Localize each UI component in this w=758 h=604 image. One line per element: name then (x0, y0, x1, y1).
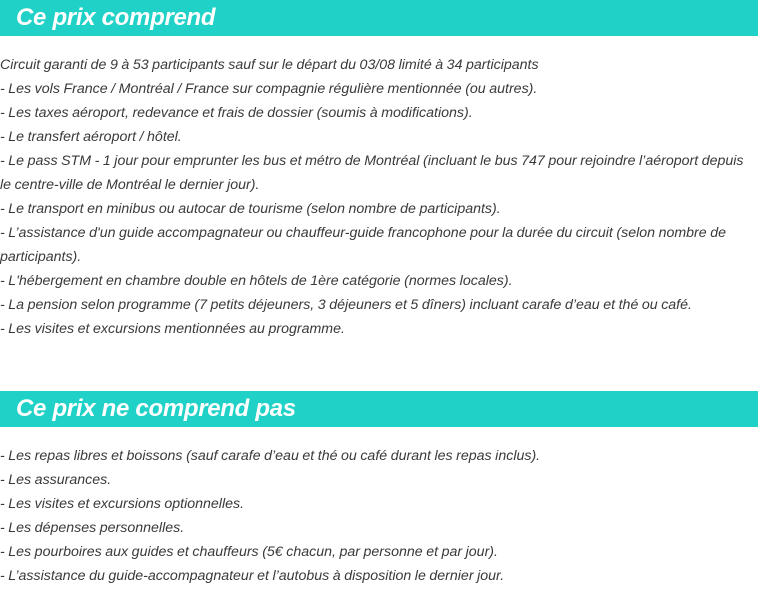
includes-item: - Le transfert aéroport / hôtel. (0, 129, 182, 145)
excludes-item: - Les dépenses personnelles. (0, 520, 185, 536)
excludes-item: - Les pourboires aux guides et chauffeurs (5€ chacun, par personne et par jour). (0, 544, 498, 560)
includes-section-header (0, 0, 758, 36)
includes-item: - Le transport en minibus ou autocar de tourisme (selon nombre de participants). (0, 201, 501, 217)
excludes-item: - Les assurances. (0, 472, 112, 488)
includes-item: - L'hébergement en chambre double en hôtels de 1ère catégorie (normes locales). (0, 273, 513, 289)
excludes-item: - Les visites et excursions optionnelles. (0, 496, 245, 512)
includes-title: Ce prix comprend (16, 4, 216, 31)
excludes-item: - L’assistance du guide-accompagnateur et l’autobus à disposition le dernier jour. (0, 568, 505, 584)
excludes-title: Ce prix ne comprend pas (16, 395, 296, 422)
excludes-list (0, 444, 758, 588)
includes-list (0, 53, 758, 341)
excludes-item: - Les repas libres et boissons (sauf carafe d’eau et thé ou café durant les repas inclus). (0, 448, 541, 464)
includes-item: - Le pass STM - 1 jour pour emprunter les bus et métro de Montréal (incluant le bus 747 pour rejoindre l’aéroport depuis le centre-ville de Montréal le dernier jour). (0, 153, 744, 193)
excludes-section-header (0, 391, 758, 427)
includes-item: - L’assistance d'un guide accompagnateur ou chauffeur-guide francophone pour la durée du circuit (selon nombre de participants). (0, 225, 726, 265)
includes-item: Circuit garanti de 9 à 53 participants sauf sur le départ du 03/08 limité à 34 participants (0, 57, 539, 73)
includes-item: - Les visites et excursions mentionnées au programme. (0, 321, 345, 337)
includes-item: - La pension selon programme (7 petits déjeuners, 3 déjeuners et 5 dîners) incluant carafe d’eau et thé ou café. (0, 297, 692, 313)
includes-item: - Les vols France / Montréal / France sur compagnie régulière mentionnée (ou autres). (0, 81, 538, 97)
includes-item: - Les taxes aéroport, redevance et frais de dossier (soumis à modifications). (0, 105, 473, 121)
